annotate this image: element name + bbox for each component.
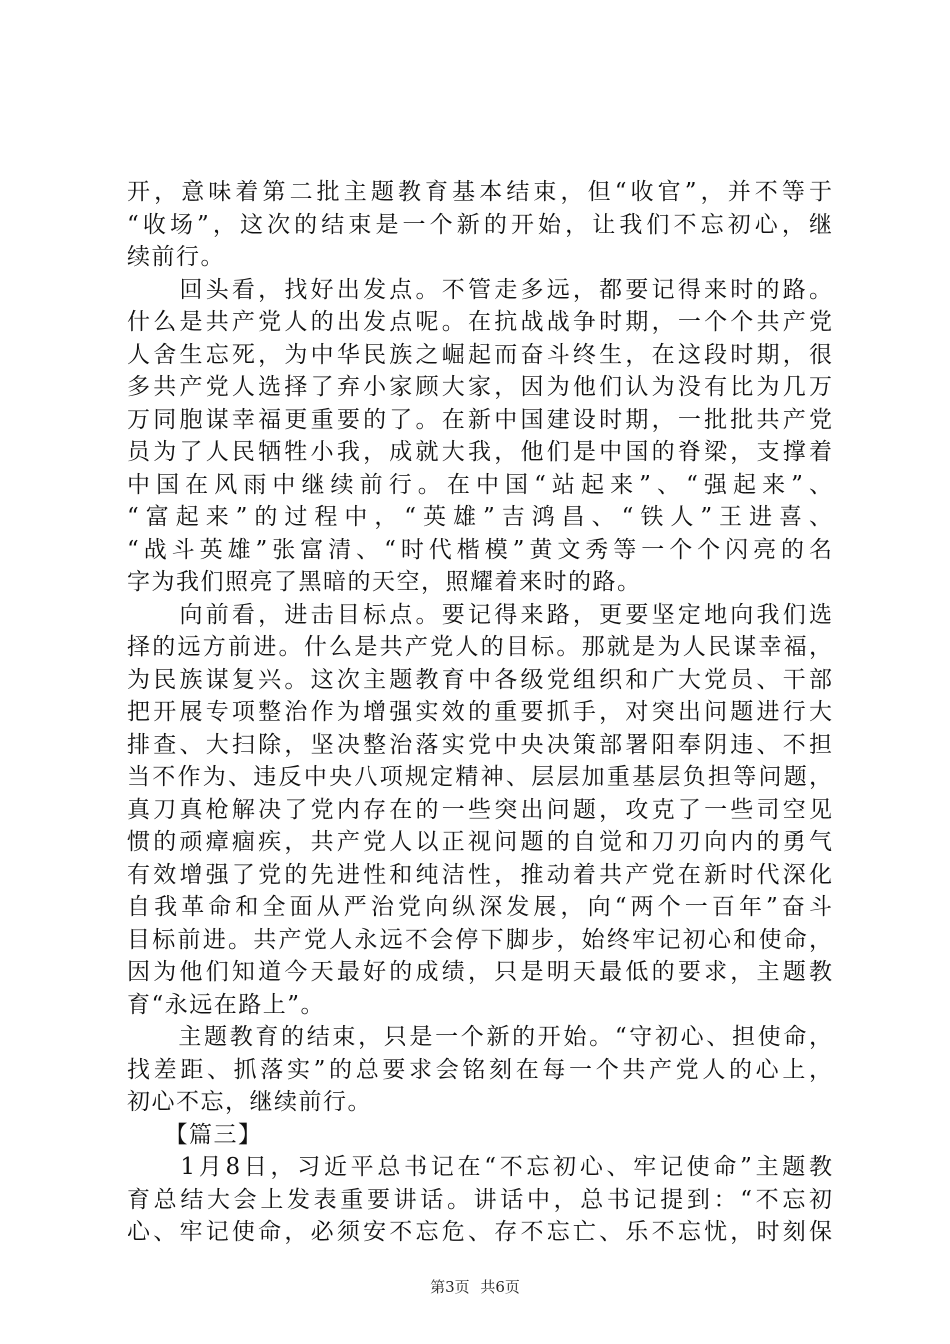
text-line: 育总结大会上发表重要讲话。讲话中，总书记提到：“不忘初 bbox=[127, 1186, 832, 1213]
text-line: 字为我们照亮了黑暗的天空，照耀着来时的路。 bbox=[127, 569, 642, 595]
text-line: 主题教育的结束，只是一个新的开始。“守初心、担使命， bbox=[127, 1024, 832, 1050]
document-body bbox=[127, 176, 832, 1249]
text-line: 人舍生忘死，为中华民族之崛起而奋斗终生，在这段时期，很 bbox=[127, 341, 832, 368]
text-line: 有效增强了党的先进性和纯洁性，推动着共产党在新时代深化 bbox=[127, 861, 832, 888]
text-line: 多共产党人选择了弃小家顾大家，因为他们认为没有比为几万 bbox=[127, 374, 832, 400]
text-line: “战斗英雄”张富清、“时代楷模”黄文秀等一个个闪亮的名 bbox=[127, 536, 832, 563]
text-line: 真刀真枪解决了党内存在的一些突出问题，攻克了一些司空见 bbox=[127, 796, 832, 823]
text-line: 心、牢记使命，必须安不忘危、存不忘亡、乐不忘忧，时刻保 bbox=[127, 1219, 832, 1245]
page-number: 第3页 bbox=[430, 1278, 470, 1296]
text-line: 育“永远在路上”。 bbox=[127, 991, 326, 1018]
text-line: 排查、大扫除，坚决整治落实党中央决策部署阳奉阴违、不担 bbox=[127, 731, 832, 758]
text-line: 续前行。 bbox=[127, 244, 225, 270]
text-line: 回头看，找好出发点。不管走多远，都要记得来时的路。 bbox=[127, 276, 832, 303]
text-line: 初心不忘，继续前行。 bbox=[127, 1089, 372, 1115]
text-line: 什么是共产党人的出发点呢。在抗战战争时期，一个个共产党 bbox=[127, 309, 832, 335]
text-line: 万同胞谋幸福更重要的了。在新中国建设时期，一批批共产党 bbox=[127, 406, 832, 433]
text-line: 找差距、抓落实”的总要求会铭刻在每一个共产党人的心上， bbox=[127, 1056, 832, 1083]
text-line: 把开展专项整治作为增强实效的重要抓手，对突出问题进行大 bbox=[127, 699, 832, 725]
text-line: 目标前进。共产党人永远不会停下脚步，始终牢记初心和使命， bbox=[127, 926, 832, 953]
text-line: 因为他们知道今天最好的成绩，只是明天最低的要求，主题教 bbox=[127, 959, 832, 985]
text-line: 惯的顽瘴痼疾，共产党人以正视问题的自觉和刀刃向内的勇气 bbox=[127, 829, 832, 855]
text-line: “富起来”的过程中，“英雄”吉鸿昌、“铁人”王进喜、 bbox=[127, 504, 832, 530]
text-line: 开，意味着第二批主题教育基本结束，但“收官”，并不等于 bbox=[127, 179, 832, 205]
text-line: 员为了人民牺牲小我，成就大我，他们是中国的脊梁，支撑着 bbox=[127, 439, 832, 465]
page-total: 共6页 bbox=[480, 1278, 520, 1296]
text-line: 1月8日，习近平总书记在“不忘初心、牢记使命”主题教 bbox=[127, 1154, 832, 1180]
page-footer bbox=[0, 1277, 950, 1297]
text-line: 择的远方前进。什么是共产党人的目标。那就是为人民谋幸福， bbox=[127, 634, 832, 660]
text-line: 【篇三】 bbox=[127, 1121, 263, 1148]
text-line: 中国在风雨中继续前行。在中国“站起来”、“强起来”、 bbox=[127, 471, 832, 498]
text-line: “收场”，这次的结束是一个新的开始，让我们不忘初心，继 bbox=[127, 211, 832, 238]
text-line: 为民族谋复兴。这次主题教育中各级党组织和广大党员、干部 bbox=[127, 666, 832, 693]
text-line: 当不作为、违反中央八项规定精神、层层加重基层负担等问题， bbox=[127, 764, 832, 790]
text-line: 自我革命和全面从严治党向纵深发展，向“两个一百年”奋斗 bbox=[127, 894, 832, 920]
text-line: 向前看，进击目标点。要记得来路，更要坚定地向我们选 bbox=[127, 601, 832, 628]
